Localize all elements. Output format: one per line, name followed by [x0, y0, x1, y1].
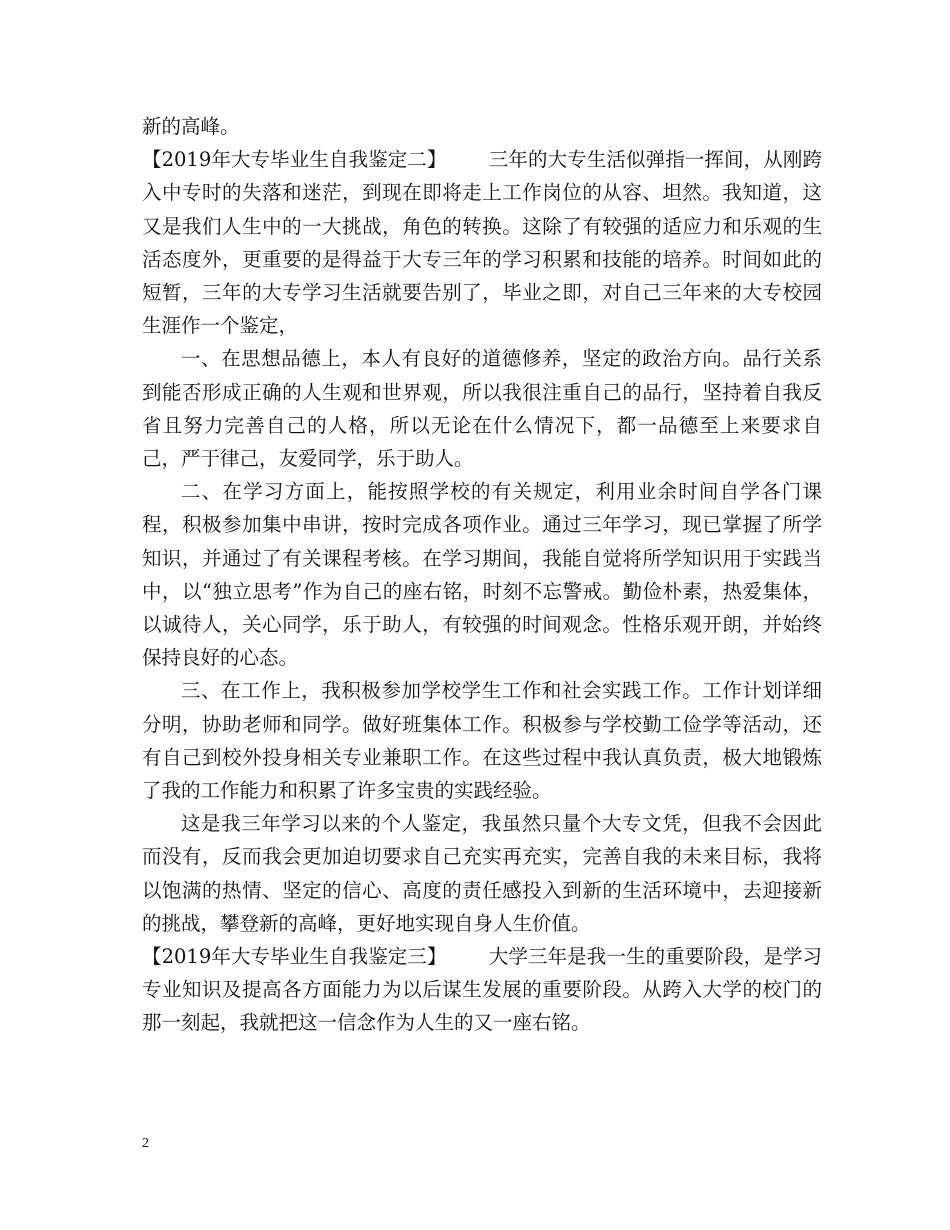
paragraph-text: 三、在工作上，我积极参加学校学生工作和社会实践工作。工作计划详细分明，协助老师和同学。做好班集体工作。积极参与学校勤工俭学等活动，还有自己到校外投身相关专业兼职工作。在这些过程中我认真负责，极大地锻炼了我的工作能力和积累了许多宝贵的实践经验。 [142, 679, 822, 803]
paragraph-text: 新的高峰。 [142, 115, 240, 138]
section-heading: 【2019年大专毕业生自我鉴定三】 [142, 945, 447, 969]
paragraph-text: 大学三年是我一生的重要阶段，是学习专业知识及提高各方面能力为以后谋生发展的重要阶段。从跨入大学的校门的那一刻起，我就把这一信念作为人生的又一座右铭。 [142, 945, 822, 1035]
page-number: 2 [142, 1136, 149, 1151]
document-body [142, 110, 822, 1040]
paragraph-text: 三年的大专生活似弹指一挥间，从刚跨入中专时的失落和迷茫，到现在即将走上工作岗位的从容、坦然。我知道，这又是我们人生中的一大挑战，角色的转换。这除了有较强的适应力和乐观的生活态度外，更重要的是得益于大专三年的学习积累和技能的培养。时间如此的短暂，三年的大专学习生活就要告别了，毕业之即，对自己三年来的大专校园生涯作一个鉴定， [142, 148, 822, 338]
section-two-paragraph [142, 143, 822, 342]
paragraph-morality [142, 342, 822, 475]
paragraph-study [142, 475, 822, 674]
paragraph-text: 这是我三年学习以来的个人鉴定，我虽然只量个大专文凭，但我不会因此而没有，反而我会更加迫切要求自己充实再充实，完善自我的未来目标，我将以饱满的热情、坚定的信心、高度的责任感投入到新的生活环境中，去迎接新的挑战，攀登新的高峰，更好地实现自身人生价值。 [142, 812, 822, 935]
section-heading: 【2019年大专毕业生自我鉴定二】 [142, 148, 447, 172]
section-three-paragraph [142, 940, 822, 1040]
paragraph-text: 一、在思想品德上，本人有良好的道德修养，坚定的政治方向。品行关系到能否形成正确的人生观和世界观，所以我很注重自己的品行，坚持着自我反省且努力完善自己的人格，所以无论在什么情况下，都一品德至上来要求自己，严于律己，友爱同学，乐于助人。 [142, 347, 822, 471]
paragraph-text: 二、在学习方面上，能按照学校的有关规定，利用业余时间自学各门课程，积极参加集中串讲，按时完成各项作业。通过三年学习，现已掌握了所学知识，并通过了有关课程考核。在学习期间，我能自觉将所学知识用于实践当中，以“独立思考”作为自己的座右铭，时刻不忘警戒。勤俭朴素，热爱集体，以诚待人，关心同学，乐于助人，有较强的时间观念。性格乐观开朗，并始终保持良好的心态。 [142, 480, 822, 670]
paragraph-summary [142, 807, 822, 940]
paragraph-work [142, 674, 822, 807]
paragraph-continuation [142, 110, 822, 143]
